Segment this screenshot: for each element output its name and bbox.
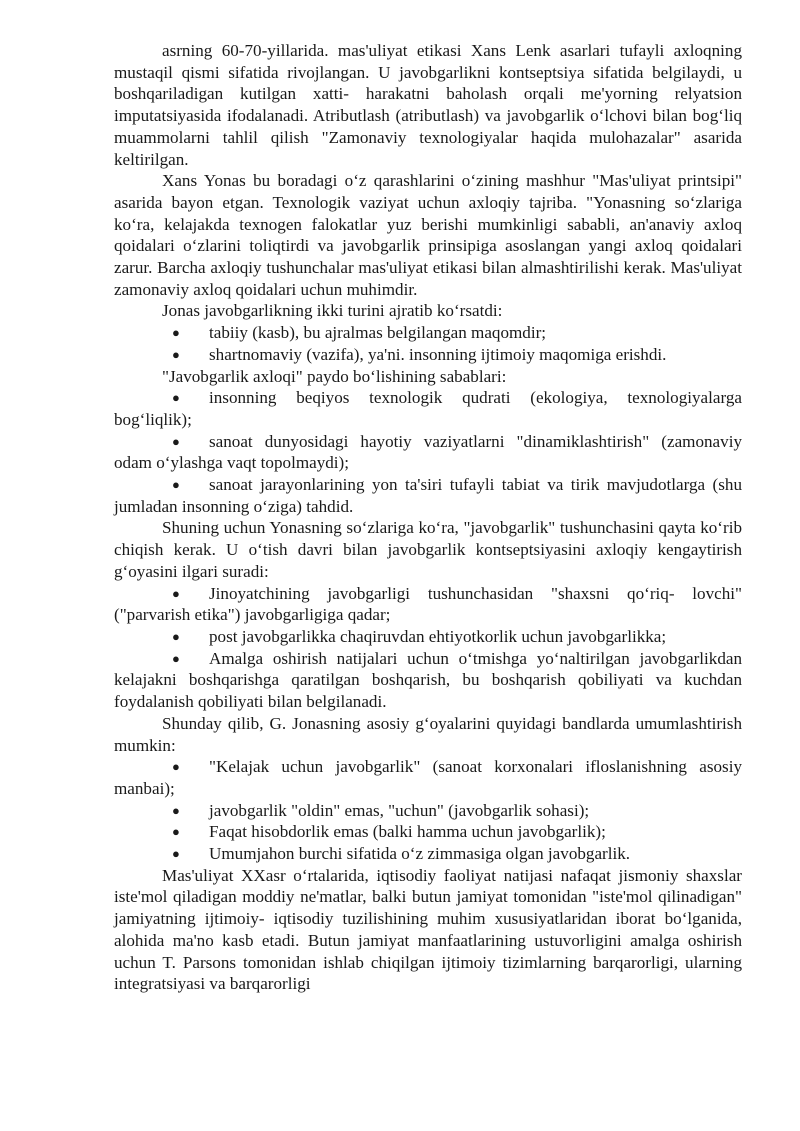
- bullet-icon: ●: [172, 650, 180, 666]
- bullet-text: sanoat jarayonlarining yon ta'siri tufayli tabiat va tirik mavjudotlarga (shu jumladan insonning oʻziga) tahdid.: [114, 475, 742, 516]
- bullet-icon: ●: [172, 325, 180, 341]
- bullet-text: Amalga oshirish natijalari uchun oʻtmishga yoʻnaltirilgan javobgarlikdan kelajakni boshqarishga qaratilgan boshqarish, bu boshqarish qobiliyati va kuchdan foydalanish qobiliyati bilan belgilanadi.: [114, 648, 742, 712]
- bullet-item: [114, 583, 742, 626]
- bullet-item: [114, 387, 742, 430]
- bullet-text: "Kelajak uchun javobgarlik" (sanoat korxonalari ifloslanishning asosiy manbai);: [114, 757, 742, 798]
- paragraph: Shunday qilib, G. Jonasning asosiy gʻoyalarini quyidagi bandlarda umumlashtirish mumkin:: [114, 713, 742, 755]
- bullet-text: insonning beqiyos texnologik qudrati (ekologiya, texnologiyalarga bogʻliqlik);: [114, 388, 742, 429]
- bullet-item: [114, 648, 742, 713]
- bullet-item: [114, 756, 742, 799]
- bullet-item: [114, 474, 742, 517]
- bullet-item: [114, 800, 742, 822]
- bullet-text: javobgarlik "oldin" emas, "uchun" (javobgarlik sohasi);: [209, 800, 590, 820]
- bullet-icon: ●: [172, 433, 180, 449]
- bullet-icon: ●: [172, 390, 180, 406]
- bullet-icon: ●: [172, 824, 180, 840]
- bullet-icon: ●: [172, 628, 180, 644]
- bullet-icon: ●: [172, 759, 180, 775]
- bullet-item: [114, 843, 742, 865]
- bullet-item: [114, 626, 742, 648]
- bullet-text: Jinoyatchining javobgarligi tushunchasidan "shaxsni qoʻriq- lovchi" ("parvarish etika") javobgarligiga qadar;: [114, 583, 742, 625]
- bullet-icon: ●: [172, 346, 180, 362]
- bullet-item: [114, 322, 742, 344]
- paragraph: "Javobgarlik axloqi" paydo boʻlishining sabablari:: [162, 366, 507, 386]
- bullet-item: [114, 344, 742, 366]
- paragraph: Xans Yonas bu boradagi oʻz qarashlarini oʻzining mashhur "Mas'uliyat printsipi" asarida bayon etgan. Texnologik vaziyat uchun axloqiy tajriba. "Yonasning soʻzlariga koʻra, kelajakda texnogen falokatlar yuz berishi mumkinligi sababli, an'anaviy axloq qoidalari oʻzlarini toliqtirdi va javobgarlik prinsipiga asoslangan yangi axloq qoidalari zarur. Barcha axloqiy tushunchalar mas'uliyat etikasi bilan almashtirilishi kerak. Mas'uliyat zamonaviy axloq qoidalari uchun muhimdir.: [114, 171, 742, 299]
- bullet-text: shartnomaviy (vazifa), ya'ni. insonning ijtimoiy maqomiga erishdi.: [209, 344, 667, 364]
- bullet-text: sanoat dunyosidagi hayotiy vaziyatlarni "dinamiklashtirish" (zamonaviy odam oʻylashga vaqt topolmaydi);: [114, 431, 742, 473]
- bullet-icon: ●: [172, 846, 180, 862]
- bullet-text: post javobgarlikka chaqiruvdan ehtiyotkorlik uchun javobgarlikka;: [209, 626, 667, 646]
- paragraph: Jonas javobgarlikning ikki turini ajratib koʻrsatdi:: [162, 301, 503, 321]
- bullet-icon: ●: [172, 802, 180, 818]
- bullet-item: [114, 431, 742, 474]
- bullet-icon: ●: [172, 585, 180, 601]
- bullet-text: Umumjahon burchi sifatida oʻz zimmasiga olgan javobgarlik.: [209, 844, 631, 864]
- bullet-text: Faqat hisobdorlik emas (balki hamma uchun javobgarlik);: [209, 822, 606, 842]
- bullet-text: tabiiy (kasb), bu ajralmas belgilangan maqomdir;: [209, 323, 547, 343]
- bullet-icon: ●: [172, 477, 180, 493]
- paragraph: Shuning uchun Yonasning soʻzlariga koʻra, "javobgarlik" tushunchasini qayta koʻrib chiqish kerak. U oʻtish davri bilan javobgarlik kontseptsiyasini axloqiy kengaytirish gʻoyasini ilgari suradi:: [114, 518, 742, 581]
- paragraph: asrning 60-70-yillarida. mas'uliyat etikasi Xans Lenk asarlari tufayli axloqning mustaqil qismi sifatida rivojlangan. U javobgarlikni kontseptsiya sifatida belgilaydi, u boshqariladigan kutilgan xatti- harakatni baholash orqali me'yorning relyatsion imputatsiyasida ifodalanadi. Atributlash (atributlash) va javobgarlik oʻlchovi bilan bogʻliq muammolarni tahlil qilish "Zamonaviy texnologiyalar haqida mulohazalar" asarida keltirilgan.: [114, 41, 742, 169]
- bullet-item: [114, 821, 742, 843]
- paragraph: Mas'uliyat XXasr oʻrtalarida, iqtisodiy faoliyat natijasi nafaqat jismoniy shaxslar iste'mol qiladigan moddiy ne'matlar, balki butun jamiyat tomonidan "iste'mol qilinadigan" jamiyatning ijtimoiy- iqtisodiy tuzilishining muhim xususiyatlaridan iborat boʻlganida, alohida ma'no kasb etadi. Butun jamiyat manfaatlarining ustuvorligini amalga oshirish uchun T. Parsons tomonidan ishlab chiqilgan ijtimoiy tizimlarning barqarorligi, ularning integratsiyasi va barqarorligi: [114, 865, 742, 994]
